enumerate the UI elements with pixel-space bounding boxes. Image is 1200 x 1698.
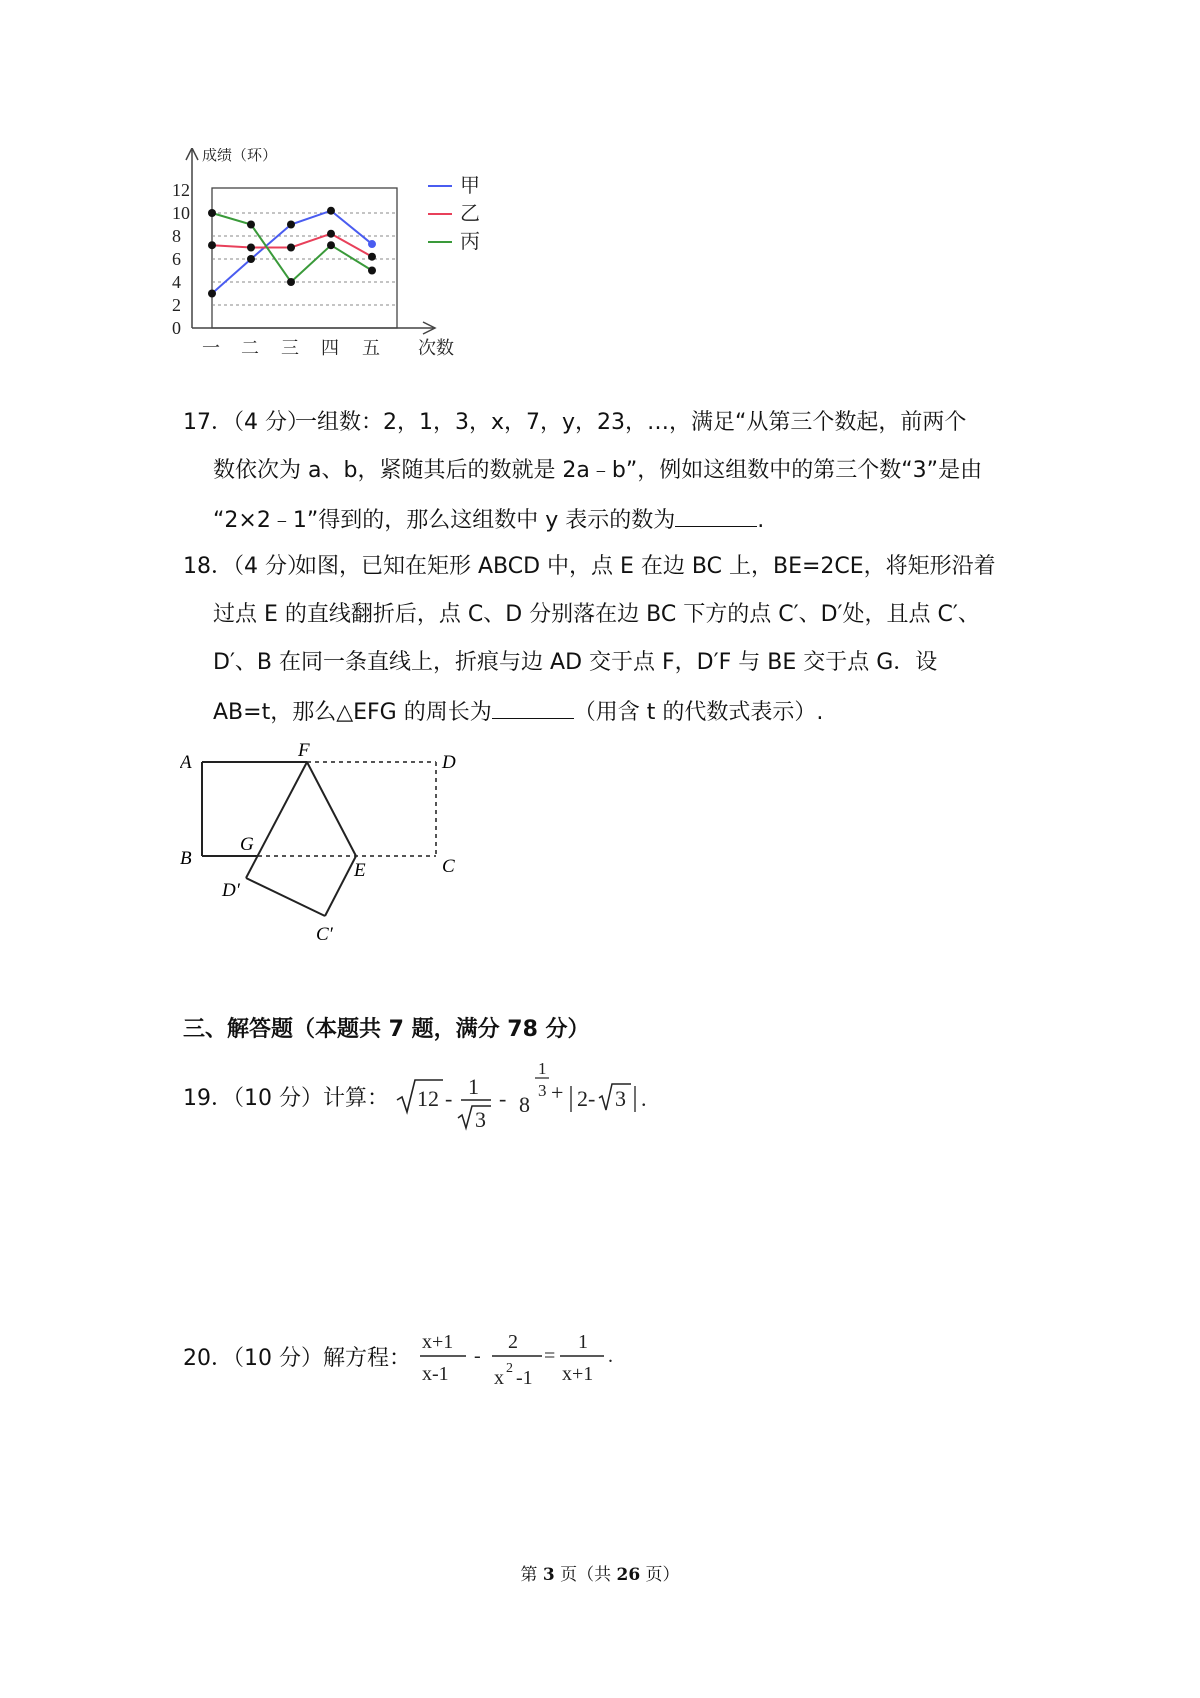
label-d: D xyxy=(442,752,456,773)
series-2-point-1 xyxy=(208,241,216,249)
q20-f3-denominator: x+1 xyxy=(562,1363,594,1385)
q19-expression xyxy=(395,1054,675,1134)
x-axis-label: 次数 xyxy=(418,338,454,358)
q17-line3-end: . xyxy=(757,508,765,533)
q17-answer-blank xyxy=(675,504,757,527)
y-tick-label-12: 12 xyxy=(172,180,190,200)
q17-number: 17．（4 分） xyxy=(183,410,309,435)
score-line-chart xyxy=(170,148,540,398)
section-title: 三、解答题（本题共 7 题，满分 78 分） xyxy=(183,1017,590,1042)
q19-frac-numerator: 1 xyxy=(468,1074,479,1099)
segment-fe xyxy=(307,762,356,856)
footer-middle: 页（共 xyxy=(554,1565,617,1585)
series-3-point-5 xyxy=(368,267,376,275)
q18-line2: 过点 E 的直线翻折后，点 C、D 分别落在边 BC 下方的点 C′、D′处，且点 C′、 xyxy=(213,602,980,627)
rectangle-fold-figure xyxy=(180,738,480,958)
q18-line4-end: （用含 t 的代数式表示）. xyxy=(573,700,824,725)
x-tick-label-4: 四 xyxy=(321,338,339,358)
label-f: F xyxy=(298,740,310,761)
q20-f2-denominator-x: x xyxy=(494,1367,504,1389)
page-footer xyxy=(0,1560,1200,1585)
q19-abs-inner-b: 3 xyxy=(615,1086,626,1111)
y-axis-label: 成绩（环） xyxy=(202,148,278,164)
x-tick-label-2: 二 xyxy=(241,338,259,358)
x-tick-label-3: 三 xyxy=(281,338,299,358)
segment-dpcp xyxy=(246,878,325,916)
series-2-point-5 xyxy=(368,253,376,261)
q17-line1: 一组数：2，1，3，x，7，y，23，…，满足“从第三个数起，前两个 xyxy=(295,410,967,435)
q18-line1: 如图，已知在矩形 ABCD 中，点 E 在边 BC 上，BE=2CE，将矩形沿着 xyxy=(295,554,996,579)
series-1-point-4 xyxy=(327,207,335,215)
q19-plus: + xyxy=(551,1080,564,1105)
footer-prefix: 第 xyxy=(520,1565,543,1585)
segment-cpe xyxy=(325,856,356,916)
q19-frac-denominator-radicand: 3 xyxy=(475,1107,486,1132)
q20-f2-denominator-sup: 2 xyxy=(506,1361,513,1376)
q19-exponent-denominator: 3 xyxy=(538,1081,547,1100)
q20-f2-denominator-rest: -1 xyxy=(516,1367,533,1389)
label-e: E xyxy=(354,860,366,881)
y-tick-label-4: 4 xyxy=(172,272,181,292)
label-c-prime: C′ xyxy=(316,924,333,945)
series-3-point-1 xyxy=(208,209,216,217)
q20-f3-numerator: 1 xyxy=(578,1331,588,1353)
footer-suffix: 页） xyxy=(640,1565,680,1585)
legend-label-2: 乙 xyxy=(460,203,480,225)
series-3-point-4 xyxy=(327,241,335,249)
label-a: A xyxy=(180,752,192,773)
y-tick-label-10: 10 xyxy=(172,203,190,223)
q18-line4-text: AB=t，那么△EFG 的周长为 xyxy=(213,700,492,725)
label-c: C xyxy=(442,856,455,877)
q18-line4 xyxy=(213,696,823,728)
series-3-point-2 xyxy=(247,221,255,229)
y-tick-label-8: 8 xyxy=(172,226,181,246)
q20-f1-denominator: x-1 xyxy=(422,1363,449,1385)
q17-line3 xyxy=(213,504,764,536)
q20-expression xyxy=(418,1322,638,1402)
q20-minus: - xyxy=(474,1345,481,1367)
series-1-point-5 xyxy=(368,240,376,248)
y-tick-label-6: 6 xyxy=(172,249,181,269)
x-tick-label-1: 一 xyxy=(202,338,220,358)
series-1-point-3 xyxy=(287,221,295,229)
label-g: G xyxy=(240,834,254,855)
series-2-point-3 xyxy=(287,244,295,252)
q18-answer-blank xyxy=(492,696,574,719)
q19-number: 19．（10 分）计算： xyxy=(183,1086,389,1111)
q20-end-period: . xyxy=(608,1345,613,1367)
y-tick-label-0: 0 xyxy=(172,318,181,338)
q20-number: 20．（10 分）解方程： xyxy=(183,1346,411,1371)
q18-line3: D′、B 在同一条直线上，折痕与边 AD 交于点 F，D′F 与 BE 交于点 G．设 xyxy=(213,650,938,675)
q18-number: 18．（4 分） xyxy=(183,554,309,579)
q19-sqrt12-radicand: 12 xyxy=(417,1086,439,1111)
label-b: B xyxy=(180,848,192,869)
label-d-prime: D′ xyxy=(222,880,240,901)
q17-line2: 数依次为 a、b，紧随其后的数就是 2a﹣b”，例如这组数中的第三个数“3”是由 xyxy=(213,458,983,483)
series-1-point-2 xyxy=(247,255,255,263)
footer-total-pages: 26 xyxy=(616,1565,641,1585)
x-tick-label-5: 五 xyxy=(362,338,380,358)
series-2-point-2 xyxy=(247,244,255,252)
q19-minus-1: - xyxy=(445,1086,453,1111)
q19-base: 8 xyxy=(519,1092,530,1117)
q19-exponent-numerator: 1 xyxy=(538,1059,547,1078)
legend-label-1: 甲 xyxy=(460,175,480,197)
legend-label-3: 丙 xyxy=(460,231,480,253)
series-2-point-4 xyxy=(327,230,335,238)
segment-fdp xyxy=(246,762,307,878)
q20-equals: = xyxy=(544,1345,556,1367)
series-3-point-3 xyxy=(287,278,295,286)
series-1-point-1 xyxy=(208,290,216,298)
q19-end-period: . xyxy=(641,1086,647,1111)
footer-page-number: 3 xyxy=(542,1565,555,1585)
q20-f1-numerator: x+1 xyxy=(422,1331,454,1353)
q19-abs-inner-a: 2- xyxy=(577,1086,596,1111)
q17-line3-text: “2×2﹣1”得到的，那么这组数中 y 表示的数为 xyxy=(213,508,676,533)
q19-minus-2: - xyxy=(499,1086,507,1111)
y-tick-label-2: 2 xyxy=(172,295,181,315)
q20-f2-numerator: 2 xyxy=(508,1331,518,1353)
